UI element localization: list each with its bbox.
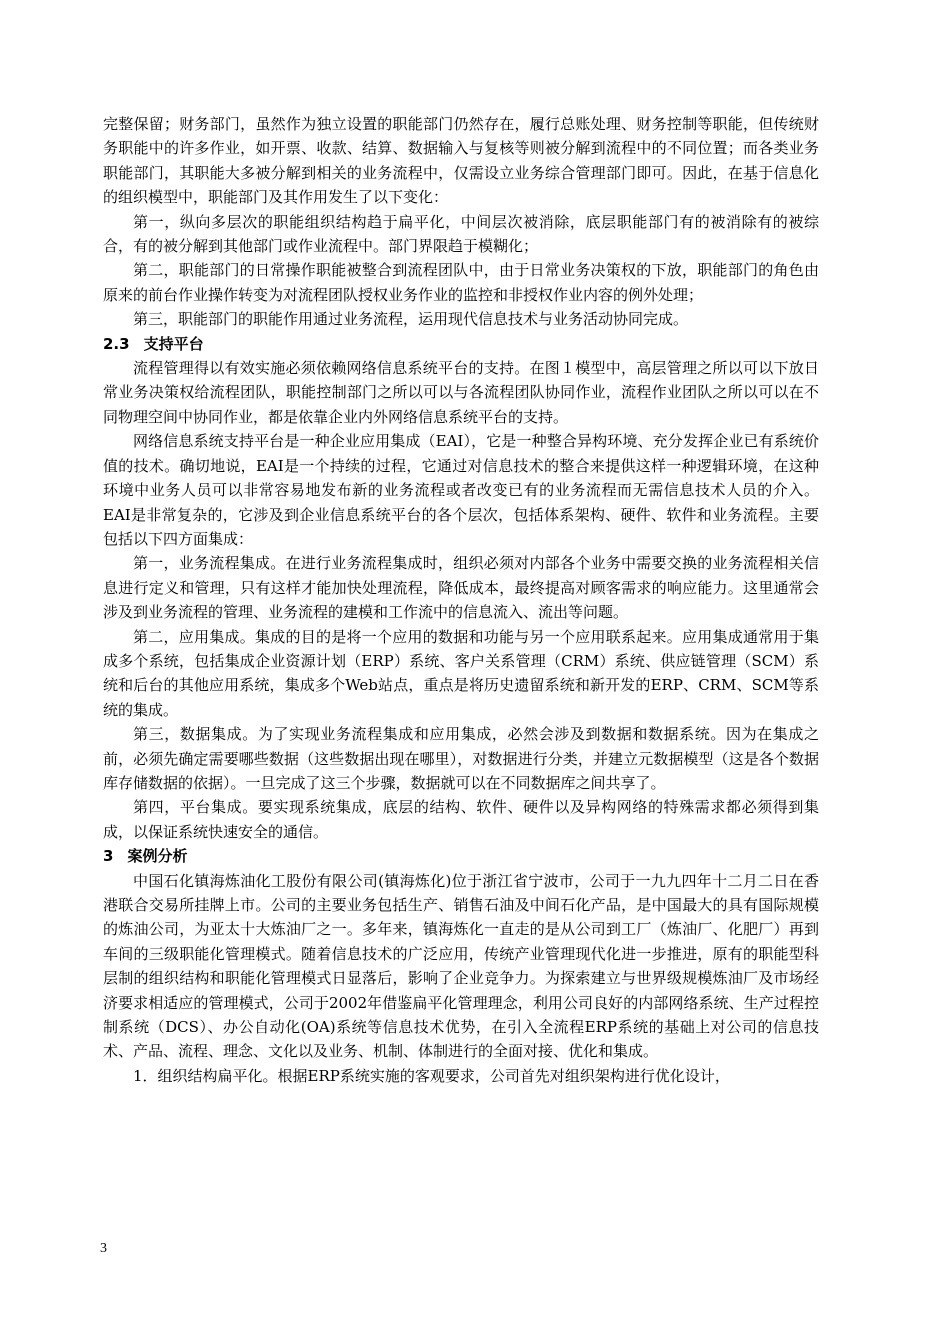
section-title: 支持平台 — [143, 334, 204, 353]
paragraph: 1．组织结构扁平化。根据ERP系统实施的客观要求，公司首先对组织架构进行优化设计， — [133, 1066, 730, 1085]
paragraph: 中国石化镇海炼油化工股份有限公司(镇海炼化)位于浙江省宁波市，公司于一九九四年十二月二日在香港联合交易所挂牌上市。公司的主要业务包括生产、销售石油及中间石化产品，是中国最大的具有国际规模的炼油公司，为亚太十大炼油厂之一。多年来，镇海炼化一直走的是从公司到工厂（炼油厂、化肥厂）再到车间的三级职能化管理模式。随着信息技术的广泛应用，传统产业管理现代化进一步推进，原有的职能型科层制的组织结构和职能化管理模式日显落后，影响了企业竞争力。为探索建立与世界级规模炼油厂及市场经济要求相适应的管理模式，公司于2002年借鉴扁平化管理理念，利用公司良好的内部网络系统、生产过程控制系统（DCS）、办公自动化(OA)系统等信息技术优势，在引入全流程ERP系统的基础上对公司的信息技术、产品、流程、理念、文化以及业务、机制、体制进行的全面对接、优化和集成。 — [103, 871, 819, 1061]
paragraph: 第三，数据集成。为了实现业务流程集成和应用集成，必然会涉及到数据和数据系统。因为在集成之前，必须先确定需要哪些数据（这些数据出现在哪里），对数据进行分类，并建立元数据模型（这是各个数据库存储数据的依据）。一旦完成了这三个步骤，数据就可以在不同数据库之间共享了。 — [103, 725, 819, 792]
paragraph: 网络信息系统支持平台是一种企业应用集成（EAI），它是一种整合异构环境、充分发挥企业已有系统价值的技术。确切地说，EAI是一个持续的过程，它通过对信息技术的整合来提供这样一种逻辑环境，在这种环境中业务人员可以非常容易地发布新的业务流程或者改变已有的业务流程而无需信息技术人员的介入。EAI是非常复杂的，它涉及到企业信息系统平台的各个层次，包括体系架构、硬件、软件和业务流程。主要包括以下四方面集成： — [103, 432, 819, 548]
page-number: 3 — [100, 1241, 107, 1256]
paragraph: 完整保留；财务部门，虽然作为独立设置的职能部门仍然存在，履行总账处理、财务控制等职能，但传统财务职能中的许多作业，如开票、收款、结算、数据输入与复核等则被分解到流程中的不同位置；而各类业务职能部门，其职能大多被分解到相关的业务流程中，仅需设立业务综合管理部门即可。因此，在基于信息化的组织模型中，职能部门及其作用发生了以下变化： — [103, 115, 819, 207]
paragraph: 第三，职能部门的职能作用通过业务流程，运用现代信息技术与业务活动协同完成。 — [133, 310, 689, 329]
paragraph: 第一，业务流程集成。在进行业务流程集成时，组织必须对内部各个业务中需要交换的业务流程相关信息进行定义和管理，只有这样才能加快处理流程，降低成本，最终提高对顾客需求的响应能力。这里通常会涉及到业务流程的管理、业务流程的建模和工作流中的信息流入、流出等问题。 — [103, 554, 819, 622]
section-title: 案例分析 — [127, 847, 188, 866]
section-heading — [103, 844, 819, 868]
section-number: 3 — [103, 847, 114, 866]
paragraph: 第一，纵向多层次的职能组织结构趋于扁平化，中间层次被消除，底层职能部门有的被消除有的被综合，有的被分解到其他部门或作业流程中。部门界限趋于模糊化； — [103, 212, 819, 256]
paragraph: 第二，应用集成。集成的目的是将一个应用的数据和功能与另一个应用联系起来。应用集成通常用于集成多个系统，包括集成企业资源计划（ERP）系统、客户关系管理（CRM）系统、供应链管理（SCM）系统和后台的其他应用系统，集成多个Web站点，重点是将历史遗留系统和新开发的ERP、CRM、SCM等系统的集成。 — [103, 627, 819, 719]
section-heading — [103, 332, 819, 356]
paragraph: 流程管理得以有效实施必须依赖网络信息系统平台的支持。在图１模型中，高层管理之所以可以下放日常业务决策权给流程团队，职能控制部门之所以可以与各流程团队协同作业，流程作业团队之所以可以在不同物理空间中协同作业，都是依靠企业内外网络信息系统平台的支持。 — [103, 359, 819, 426]
document-body — [103, 112, 819, 1088]
paragraph: 第四，平台集成。要实现系统集成，底层的结构、软件、硬件以及异构网络的特殊需求都必须得到集成，以保证系统快速安全的通信。 — [103, 798, 819, 841]
paragraph: 第二，职能部门的日常操作职能被整合到流程团队中，由于日常业务决策权的下放，职能部门的角色由原来的前台作业操作转变为对流程团队授权业务作业的监控和非授权作业内容的例外处理； — [103, 261, 819, 304]
section-number: 2.3 — [103, 334, 130, 353]
